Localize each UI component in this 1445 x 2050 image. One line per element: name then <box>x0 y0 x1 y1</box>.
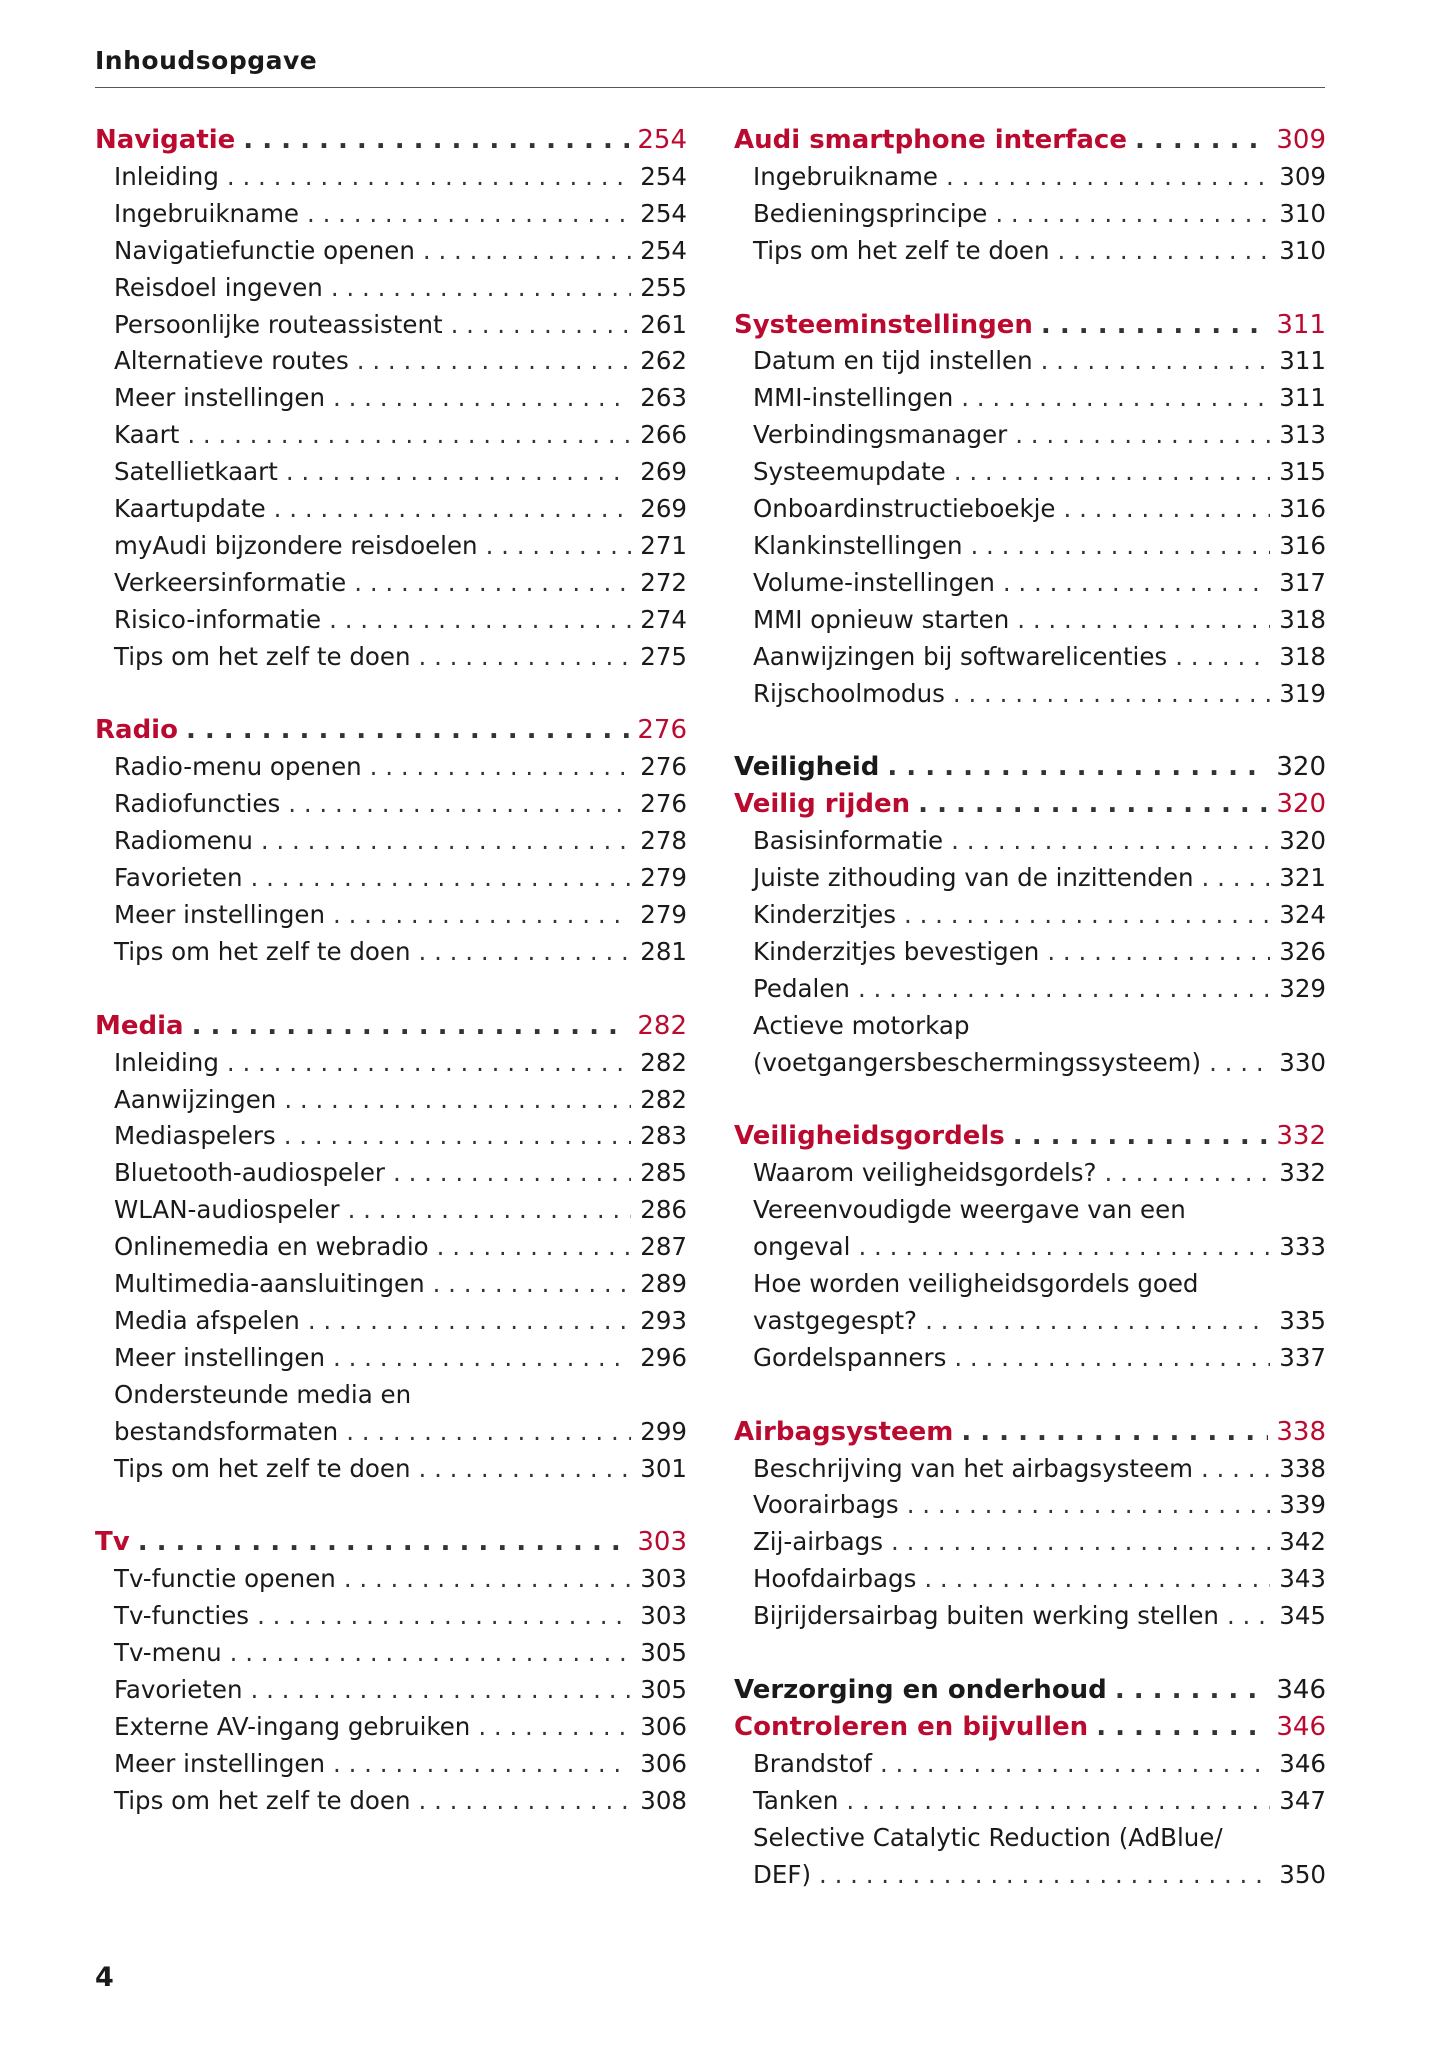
toc-entry[interactable] <box>95 159 687 196</box>
toc-entry[interactable] <box>95 307 687 344</box>
section-title: Airbagsysteem <box>734 1416 954 1447</box>
entry-title: Volume-instellingen <box>753 567 995 597</box>
entry-page: 317 <box>1279 567 1326 597</box>
entry-title: Meer instellingen <box>114 1342 326 1372</box>
entry-page: 303 <box>640 1601 687 1631</box>
entry-page: 318 <box>1279 641 1326 671</box>
entry-title: Brandstof <box>753 1748 872 1778</box>
entry-page: 329 <box>1279 973 1326 1003</box>
entry-title: Basisinformatie <box>753 826 944 856</box>
entry-page: 293 <box>640 1305 687 1335</box>
toc-entry[interactable] <box>95 1635 687 1672</box>
entry-page: 310 <box>1279 235 1326 265</box>
entry-title: Navigatiefunctie openen <box>114 235 415 265</box>
toc-entry[interactable] <box>95 343 687 380</box>
entry-title: Tips om het zelf te doen <box>753 235 1050 265</box>
entry-title: Gordelspanners <box>753 1342 947 1372</box>
entry-page: 282 <box>640 1084 687 1114</box>
toc-entry[interactable] <box>734 1561 1326 1598</box>
entry-page: 339 <box>1279 1490 1326 1520</box>
entry-title: Kinderzitjes <box>753 900 897 929</box>
toc-entry[interactable] <box>734 491 1326 528</box>
header-title: Inhoudsopgave <box>95 46 318 75</box>
entry-title: Kinderzitjes bevestigen <box>753 936 1040 966</box>
section-title: Tv <box>95 1527 130 1558</box>
section-title: Controleren en bijvullen <box>734 1711 1089 1742</box>
toc-entry[interactable] <box>95 1303 687 1340</box>
toc-entry[interactable] <box>95 1155 687 1192</box>
entry-page: 286 <box>640 1195 687 1225</box>
entry-page: 301 <box>640 1453 687 1483</box>
toc-entry[interactable] <box>95 196 687 233</box>
entry-title: Tanken <box>753 1785 839 1815</box>
entry-title: Voorairbags <box>753 1490 899 1520</box>
toc-entry[interactable] <box>734 897 1326 934</box>
entry-title: Aanwijzingen bij softwarelicenties <box>753 641 1168 671</box>
entry-page: 263 <box>640 383 687 413</box>
section-page: 338 <box>1276 1416 1326 1447</box>
entry-title: ongeval <box>753 1232 851 1262</box>
toc-entry[interactable] <box>95 1746 687 1783</box>
section-page: 303 <box>637 1527 687 1558</box>
entry-page: 316 <box>1279 494 1326 524</box>
entry-title: WLAN-audiospeler <box>114 1195 340 1225</box>
toc-section-systeeminstellingen[interactable] <box>734 307 1326 344</box>
entry-page: 332 <box>1279 1158 1326 1188</box>
entry-page: 347 <box>1279 1785 1326 1815</box>
toc-entry[interactable] <box>734 454 1326 491</box>
entry-page: 255 <box>640 272 687 302</box>
entry-title: Zij-airbags <box>753 1527 884 1557</box>
entry-title: Inleiding <box>114 161 219 191</box>
entry-title: (voetgangersbeschermingssysteem) <box>753 1047 1202 1077</box>
entry-page: 262 <box>640 346 687 376</box>
entry-page: 289 <box>640 1269 687 1299</box>
entry-title: Ingebruikname <box>753 161 939 191</box>
entry-title: Reisdoel ingeven <box>114 272 323 302</box>
entry-page: 318 <box>1279 604 1326 634</box>
toc-entry[interactable] <box>95 1451 687 1488</box>
toc-entry[interactable] <box>95 1229 687 1266</box>
entry-page: 276 <box>640 789 687 819</box>
toc-entry[interactable] <box>734 528 1326 565</box>
chapter-page: 346 <box>1276 1674 1326 1705</box>
entry-title: Bijrijdersairbag buiten werking stellen <box>753 1601 1219 1631</box>
toc-entry-line: Hoe worden veiligheidsgordels goed <box>753 1269 1199 1299</box>
entry-title: Bedieningsprincipe <box>753 198 988 228</box>
section-title: Veilig rijden <box>734 789 911 820</box>
section-page: 311 <box>1276 309 1326 340</box>
toc-entry-line: Vereenvoudigde weergave van een <box>753 1195 1186 1225</box>
entry-title: Systeemupdate <box>753 457 946 487</box>
entry-page: 305 <box>640 1638 687 1668</box>
toc-entry[interactable] <box>95 233 687 270</box>
entry-page: 275 <box>640 641 687 671</box>
entry-title: Meer instellingen <box>114 383 326 413</box>
toc-entry[interactable] <box>95 934 687 971</box>
toc-chapter-verzorging-en-onderhoud[interactable] <box>734 1672 1326 1709</box>
toc-section-controleren-en-bijvullen[interactable] <box>734 1709 1326 1746</box>
entry-page: 319 <box>1279 678 1326 708</box>
toc-right-column <box>734 122 1326 1893</box>
airbag-entries <box>734 1451 1326 1636</box>
entry-page: 333 <box>1279 1232 1326 1262</box>
entry-title: Datum en tijd instellen <box>753 346 1033 376</box>
section-title: Navigatie <box>95 125 236 155</box>
entry-title: Tips om het zelf te doen <box>114 936 411 966</box>
entry-title: Externe AV-ingang gebruiken <box>114 1711 471 1741</box>
entry-page: 337 <box>1279 1342 1326 1372</box>
entry-page: 308 <box>640 1785 687 1815</box>
toc-section-radio[interactable] <box>95 712 687 749</box>
entry-page: 313 <box>1279 420 1326 450</box>
section-page: 254 <box>637 125 687 155</box>
toc-entry[interactable] <box>95 1783 687 1820</box>
toc-entry[interactable] <box>734 233 1326 270</box>
section-title: Radio <box>95 715 178 746</box>
section-page: 346 <box>1276 1711 1326 1742</box>
toc-entry[interactable] <box>95 602 687 639</box>
toc-entry[interactable] <box>734 1045 1326 1082</box>
toc-entry-line: Selective Catalytic Reduction (AdBlue/ <box>753 1822 1223 1852</box>
section-page: 332 <box>1276 1121 1326 1152</box>
entry-title: Onboardinstructieboekje <box>753 494 1056 524</box>
toc-entry[interactable] <box>95 749 687 786</box>
entry-title: DEF) <box>753 1859 811 1889</box>
entry-title: Tips om het zelf te doen <box>114 1453 411 1483</box>
entry-page: 269 <box>640 457 687 487</box>
toc-entry[interactable] <box>95 1082 687 1119</box>
toc-entry[interactable] <box>734 602 1326 639</box>
toc-entry[interactable] <box>95 1561 687 1598</box>
audi-entries <box>734 159 1326 270</box>
toc-section-audi-smartphone-interface[interactable] <box>734 122 1326 159</box>
toc-entry[interactable] <box>734 1229 1326 1266</box>
toc-section-airbagsysteem[interactable] <box>734 1414 1326 1451</box>
entry-title: Kaart <box>114 420 180 450</box>
entry-title: Radio-menu openen <box>114 752 362 782</box>
entry-page: 345 <box>1279 1601 1326 1631</box>
entry-page: 338 <box>1279 1453 1326 1483</box>
toc-entry-line: Actieve motorkap <box>753 1010 970 1040</box>
toc-entry[interactable] <box>734 1340 1326 1377</box>
toc-left-column <box>95 122 687 1820</box>
nav-entries <box>95 159 687 676</box>
section-page: 320 <box>1276 789 1326 820</box>
entry-page: 335 <box>1279 1305 1326 1335</box>
page-number: 4 <box>95 1962 114 1993</box>
entry-title: myAudi bijzondere reisdoelen <box>114 530 478 560</box>
toc-section-media[interactable] <box>95 1008 687 1045</box>
entry-page: 279 <box>640 900 687 930</box>
toc-entry[interactable] <box>734 676 1326 713</box>
entry-title: Favorieten <box>114 863 243 893</box>
entry-page: 271 <box>640 530 687 560</box>
toc-entry[interactable] <box>95 528 687 565</box>
entry-page: 254 <box>640 235 687 265</box>
entry-page: 346 <box>1279 1748 1326 1778</box>
entry-page: 311 <box>1279 346 1326 376</box>
entry-title: Klankinstellingen <box>753 530 963 560</box>
entry-title: Tv-menu <box>114 1638 222 1668</box>
entry-page: 279 <box>640 863 687 893</box>
toc-entry[interactable] <box>734 1155 1326 1192</box>
toc-entry[interactable] <box>95 417 687 454</box>
entry-title: Radiomenu <box>114 826 253 856</box>
entry-page: 316 <box>1279 530 1326 560</box>
toc-section-navigatie[interactable] <box>95 122 687 159</box>
toc-entry[interactable] <box>95 270 687 307</box>
entry-title: Inleiding <box>114 1047 219 1077</box>
entry-title: Pedalen <box>753 973 850 1003</box>
entry-page: 343 <box>1279 1564 1326 1594</box>
entry-page: 321 <box>1279 863 1326 893</box>
section-page: 309 <box>1276 125 1326 155</box>
entry-title: Ingebruikname <box>114 198 300 228</box>
entry-title: Satellietkaart <box>114 457 278 487</box>
toc-entry[interactable] <box>95 1672 687 1709</box>
entry-page: 309 <box>1279 161 1326 191</box>
section-page: 276 <box>637 715 687 746</box>
entry-page: 261 <box>640 309 687 339</box>
entry-title: MMI-instellingen <box>753 383 954 413</box>
entry-title: Tv-functies <box>114 1601 250 1631</box>
toc-entry[interactable] <box>734 1451 1326 1488</box>
toc-entry[interactable] <box>95 1118 687 1155</box>
entry-page: 299 <box>640 1416 687 1446</box>
toc-entry[interactable] <box>95 897 687 934</box>
entry-page: 287 <box>640 1232 687 1262</box>
entry-title: Favorieten <box>114 1675 243 1705</box>
entry-page: 281 <box>640 936 687 966</box>
entry-title: Kaartupdate <box>114 494 266 524</box>
entry-page: 326 <box>1279 936 1326 966</box>
entry-title: Onlinemedia en webradio <box>114 1232 429 1262</box>
toc-entry[interactable] <box>734 1524 1326 1561</box>
chapter-title: Verzorging en onderhoud <box>734 1674 1107 1705</box>
toc-entry[interactable] <box>95 823 687 860</box>
entry-title: Meer instellingen <box>114 900 326 930</box>
entry-title: Alternatieve routes <box>114 346 349 376</box>
entry-page: 324 <box>1279 900 1326 929</box>
entry-page: 254 <box>640 198 687 228</box>
entry-page: 282 <box>640 1047 687 1077</box>
entry-page: 306 <box>640 1748 687 1778</box>
section-title: Veiligheidsgordels <box>734 1121 1005 1152</box>
radio-entries <box>95 749 687 970</box>
toc-entry[interactable] <box>734 1857 1326 1894</box>
entry-page: 269 <box>640 494 687 524</box>
section-title: Media <box>95 1010 184 1041</box>
entry-title: Juiste zithouding van de inzittenden <box>753 863 1194 893</box>
toc-entry[interactable] <box>734 971 1326 1008</box>
page-header <box>95 46 1325 88</box>
toc-entry[interactable] <box>734 823 1326 860</box>
toc-entry[interactable] <box>95 491 687 528</box>
section-title: Audi smartphone interface <box>734 125 1127 155</box>
entry-title: Verbindingsmanager <box>753 420 1008 450</box>
media-entries <box>95 1045 687 1377</box>
cb-entries <box>734 1746 1326 1820</box>
entry-page: 278 <box>640 826 687 856</box>
entry-page: 276 <box>640 752 687 782</box>
entry-title: Beschrijving van het airbagsysteem <box>753 1453 1193 1483</box>
chapter-page: 320 <box>1276 752 1326 783</box>
chapter-title: Veiligheid <box>734 752 880 783</box>
toc-entry[interactable] <box>734 860 1326 897</box>
entry-page: 272 <box>640 567 687 597</box>
entry-title: Meer instellingen <box>114 1748 326 1778</box>
toc-section-tv[interactable] <box>95 1524 687 1561</box>
toc-entry[interactable] <box>734 196 1326 233</box>
toc-entry[interactable] <box>734 380 1326 417</box>
vr-entries <box>734 823 1326 1008</box>
entry-page: 306 <box>640 1711 687 1741</box>
tv-entries <box>95 1561 687 1819</box>
toc-entry-line: Ondersteunde media en <box>114 1379 412 1409</box>
entry-title: Bluetooth-audiospeler <box>114 1158 386 1188</box>
toc-entry[interactable] <box>734 343 1326 380</box>
entry-title: Persoonlijke routeassistent <box>114 309 443 339</box>
entry-page: 342 <box>1279 1527 1326 1557</box>
entry-title: bestandsformaten <box>114 1416 339 1446</box>
toc-entry[interactable] <box>95 454 687 491</box>
toc-entry[interactable] <box>734 1303 1326 1340</box>
entry-title: Waarom veiligheidsgordels? <box>753 1158 1097 1188</box>
entry-title: Tv-functie openen <box>114 1564 336 1594</box>
toc-chapter-veiligheid[interactable] <box>734 749 1326 786</box>
entry-title: Rijschoolmodus <box>753 678 945 708</box>
entry-title: Multimedia-aansluitingen <box>114 1269 425 1299</box>
toc-entry[interactable] <box>734 639 1326 676</box>
toc-entry[interactable] <box>734 1746 1326 1783</box>
entry-title: vastgegespt? <box>753 1305 918 1335</box>
toc-entry[interactable] <box>734 565 1326 602</box>
entry-title: Mediaspelers <box>114 1121 276 1151</box>
toc-entry[interactable] <box>95 1340 687 1377</box>
toc-entry[interactable] <box>734 934 1326 971</box>
entry-page: 254 <box>640 161 687 191</box>
toc-entry[interactable] <box>95 1709 687 1746</box>
entry-page: 274 <box>640 604 687 634</box>
entry-title: Radiofuncties <box>114 789 281 819</box>
entry-page: 266 <box>640 420 687 450</box>
toc-entry[interactable] <box>95 639 687 676</box>
entry-title: Verkeersinformatie <box>114 567 347 597</box>
entry-page: 330 <box>1279 1047 1326 1077</box>
toc-entry[interactable] <box>95 1266 687 1303</box>
entry-page: 285 <box>640 1158 687 1188</box>
entry-page: 296 <box>640 1342 687 1372</box>
entry-title: Aanwijzingen <box>114 1084 277 1114</box>
entry-page: 350 <box>1279 1859 1326 1889</box>
entry-page: 283 <box>640 1121 687 1151</box>
entry-page: 305 <box>640 1675 687 1705</box>
toc-entry[interactable] <box>95 1045 687 1082</box>
toc-entry[interactable] <box>734 1487 1326 1524</box>
toc-section-veilig-rijden[interactable] <box>734 786 1326 823</box>
entry-title: Tips om het zelf te doen <box>114 641 411 671</box>
sys-entries <box>734 343 1326 712</box>
entry-page: 320 <box>1279 826 1326 856</box>
toc-entry[interactable] <box>95 860 687 897</box>
entry-title: Risico-informatie <box>114 604 322 634</box>
entry-page: 315 <box>1279 457 1326 487</box>
toc-entry[interactable] <box>734 1598 1326 1635</box>
toc-entry[interactable] <box>734 159 1326 196</box>
toc-entry[interactable] <box>734 1783 1326 1820</box>
toc-entry[interactable] <box>95 380 687 417</box>
entry-title: Media afspelen <box>114 1305 300 1335</box>
toc-entry[interactable] <box>95 786 687 823</box>
section-title: Systeeminstellingen <box>734 309 1033 340</box>
toc-entry[interactable] <box>95 1414 687 1451</box>
entry-title: Hoofdairbags <box>753 1564 917 1594</box>
entry-page: 311 <box>1279 383 1326 413</box>
toc-entry[interactable] <box>95 1598 687 1635</box>
entry-title: Tips om het zelf te doen <box>114 1785 411 1815</box>
entry-page: 303 <box>640 1564 687 1594</box>
toc-section-veiligheidsgordels[interactable] <box>734 1118 1326 1155</box>
toc-entry[interactable] <box>734 417 1326 454</box>
entry-page: 310 <box>1279 198 1326 228</box>
section-page: 282 <box>637 1010 687 1041</box>
entry-title: MMI opnieuw starten <box>753 604 1010 634</box>
toc-entry[interactable] <box>95 565 687 602</box>
toc-entry[interactable] <box>95 1192 687 1229</box>
